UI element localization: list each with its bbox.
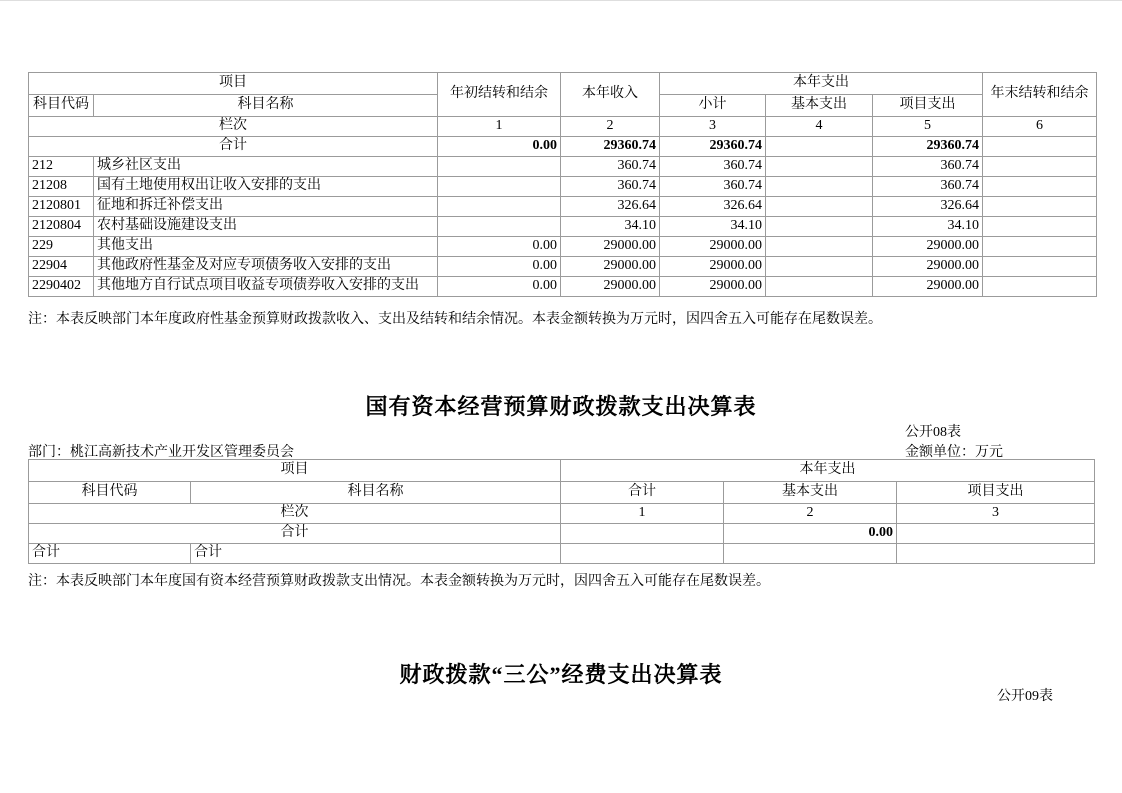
table1-total-project-expense: 29360.74	[873, 137, 983, 157]
cell-value: 326.64	[561, 197, 660, 217]
cell-value: 360.74	[660, 177, 766, 197]
cell-value	[438, 177, 561, 197]
cell-value: 29000.00	[561, 277, 660, 297]
table2-header-project: 项目	[29, 460, 561, 482]
cell-value	[766, 177, 873, 197]
table1-total-label: 合计	[29, 137, 438, 157]
cell-subject-name: 城乡社区支出	[94, 157, 438, 177]
table1-total-basic-expense	[766, 137, 873, 157]
cell-value: 360.74	[873, 177, 983, 197]
cell-value	[766, 237, 873, 257]
cell-value: 0.00	[438, 237, 561, 257]
cell-value	[766, 217, 873, 237]
table1-header-end-balance: 年末结转和结余	[983, 73, 1097, 117]
cell-value	[983, 217, 1097, 237]
table1-header-subject-name: 科目名称	[94, 95, 438, 117]
cell-value	[766, 157, 873, 177]
table1-header-year-expense: 本年支出	[660, 73, 983, 95]
table1-lanci-3: 3	[660, 117, 766, 137]
amount-unit-line: 金额单位：万元	[905, 445, 1003, 460]
cell-subject-code: 2120801	[29, 197, 94, 217]
cell-value: 29000.00	[873, 257, 983, 277]
cell-value: 0.00	[438, 257, 561, 277]
cell-value: 29000.00	[660, 257, 766, 277]
table1-total-end-balance	[983, 137, 1097, 157]
cell-subject-code: 22904	[29, 257, 94, 277]
cell-subject-code: 21208	[29, 177, 94, 197]
note-fund-budget: 注：本表反映部门本年度政府性基金预算财政拨款收入、支出及结转和结余情况。本表金额转换为万元时，因四舍五入可能存在尾数误差。	[28, 312, 882, 327]
note-soe-capital-budget: 注：本表反映部门本年度国有资本经营预算财政拨款支出情况。本表金额转换为万元时，因四舍五入可能存在尾数误差。	[28, 574, 770, 589]
cell-value	[983, 177, 1097, 197]
table1-column-index-row	[29, 117, 1097, 137]
table1-total-year-income: 29360.74	[561, 137, 660, 157]
table1-header-subtotal: 小计	[660, 95, 766, 117]
cell-subject-name: 农村基础设施建设支出	[94, 217, 438, 237]
table1-header-subject-code: 科目代码	[29, 95, 94, 117]
table2-column-index-row	[29, 504, 1095, 524]
cell-value	[724, 544, 897, 564]
table-row	[29, 217, 1097, 237]
table2-header-total: 合计	[561, 482, 724, 504]
table2-lanci-1: 1	[561, 504, 724, 524]
cell-subject-name: 其他地方自行试点项目收益专项债券收入安排的支出	[94, 277, 438, 297]
cell-value: 360.74	[873, 157, 983, 177]
cell-subject-name: 国有土地使用权出让收入安排的支出	[94, 177, 438, 197]
cell-value	[766, 197, 873, 217]
cell-subject-code: 2120804	[29, 217, 94, 237]
table-row	[29, 177, 1097, 197]
table1-total-row	[29, 137, 1097, 157]
table2-total-label: 合计	[29, 524, 561, 544]
table-row	[29, 197, 1097, 217]
table1-header-project-expense: 项目支出	[873, 95, 983, 117]
table1-header-year-income: 本年收入	[561, 73, 660, 117]
table1-total-begin-balance: 0.00	[438, 137, 561, 157]
table-row	[29, 277, 1097, 297]
table2-lanci-label: 栏次	[29, 504, 561, 524]
cell-value	[438, 157, 561, 177]
cell-value	[438, 197, 561, 217]
department-line: 部门：桃江高新技术产业开发区管理委员会	[28, 445, 294, 460]
cell-value: 29000.00	[873, 277, 983, 297]
cell-value: 29000.00	[561, 237, 660, 257]
table1-header-row-1	[29, 73, 1097, 95]
cell-value: 29000.00	[660, 237, 766, 257]
title-soe-capital-budget-table: 国有资本经营预算财政拨款支出决算表	[365, 394, 757, 419]
cell-subject-code: 229	[29, 237, 94, 257]
table1-header-begin-balance: 年初结转和结余	[438, 73, 561, 117]
table2-lanci-2: 2	[724, 504, 897, 524]
table-row	[29, 544, 1095, 564]
table1-lanci-2: 2	[561, 117, 660, 137]
table-row	[29, 257, 1097, 277]
soe-capital-budget-table	[28, 459, 1095, 564]
table1-lanci-5: 5	[873, 117, 983, 137]
cell-subject-code: 2290402	[29, 277, 94, 297]
table2-total-value	[897, 524, 1095, 544]
cell-value: 360.74	[561, 177, 660, 197]
table2-header-project-expense: 项目支出	[897, 482, 1095, 504]
table1-header-basic-expense: 基本支出	[766, 95, 873, 117]
cell-subject-code: 212	[29, 157, 94, 177]
cell-value: 360.74	[660, 157, 766, 177]
table1-lanci-4: 4	[766, 117, 873, 137]
table1-lanci-label: 栏次	[29, 117, 438, 137]
table1-lanci-1: 1	[438, 117, 561, 137]
table2-lanci-3: 3	[897, 504, 1095, 524]
cell-value	[983, 277, 1097, 297]
table2-header-row-1	[29, 460, 1095, 482]
table1-lanci-6: 6	[983, 117, 1097, 137]
table2-total-value	[561, 524, 724, 544]
table-code-badge-08: 公开08表	[905, 425, 961, 440]
cell-subject-name: 其他支出	[94, 237, 438, 257]
cell-value: 29000.00	[561, 257, 660, 277]
table2-header-subject-code: 科目代码	[29, 482, 191, 504]
table1-header-project: 项目	[29, 73, 438, 95]
cell-value	[983, 237, 1097, 257]
cell-subject-name: 征地和拆迁补偿支出	[94, 197, 438, 217]
cell-value	[897, 544, 1095, 564]
table2-header-year-expense: 本年支出	[561, 460, 1095, 482]
cell-value: 360.74	[561, 157, 660, 177]
cell-value: 29000.00	[660, 277, 766, 297]
cell-subject-code: 合计	[29, 544, 191, 564]
cell-value	[561, 544, 724, 564]
cell-value: 34.10	[873, 217, 983, 237]
cell-value: 326.64	[660, 197, 766, 217]
cell-value	[766, 257, 873, 277]
table2-total-row	[29, 524, 1095, 544]
table2-header-basic-expense: 基本支出	[724, 482, 897, 504]
title-three-public-expense-table: 财政拨款“三公”经费支出决算表	[399, 662, 723, 687]
cell-value: 29000.00	[873, 237, 983, 257]
cell-value	[438, 217, 561, 237]
fund-budget-expense-table	[28, 72, 1097, 297]
cell-value: 34.10	[561, 217, 660, 237]
cell-value: 326.64	[873, 197, 983, 217]
cell-subject-name: 合计	[191, 544, 561, 564]
table2-total-value: 0.00	[724, 524, 897, 544]
table-code-badge-09: 公开09表	[997, 689, 1053, 704]
page-top-divider	[0, 0, 1122, 1]
cell-value	[983, 157, 1097, 177]
table1-total-subtotal: 29360.74	[660, 137, 766, 157]
cell-subject-name: 其他政府性基金及对应专项债务收入安排的支出	[94, 257, 438, 277]
cell-value: 0.00	[438, 277, 561, 297]
table-row	[29, 157, 1097, 177]
cell-value	[983, 197, 1097, 217]
cell-value	[766, 277, 873, 297]
table-row	[29, 237, 1097, 257]
table2-header-subject-name: 科目名称	[191, 482, 561, 504]
cell-value	[983, 257, 1097, 277]
table2-header-row-2	[29, 482, 1095, 504]
cell-value: 34.10	[660, 217, 766, 237]
